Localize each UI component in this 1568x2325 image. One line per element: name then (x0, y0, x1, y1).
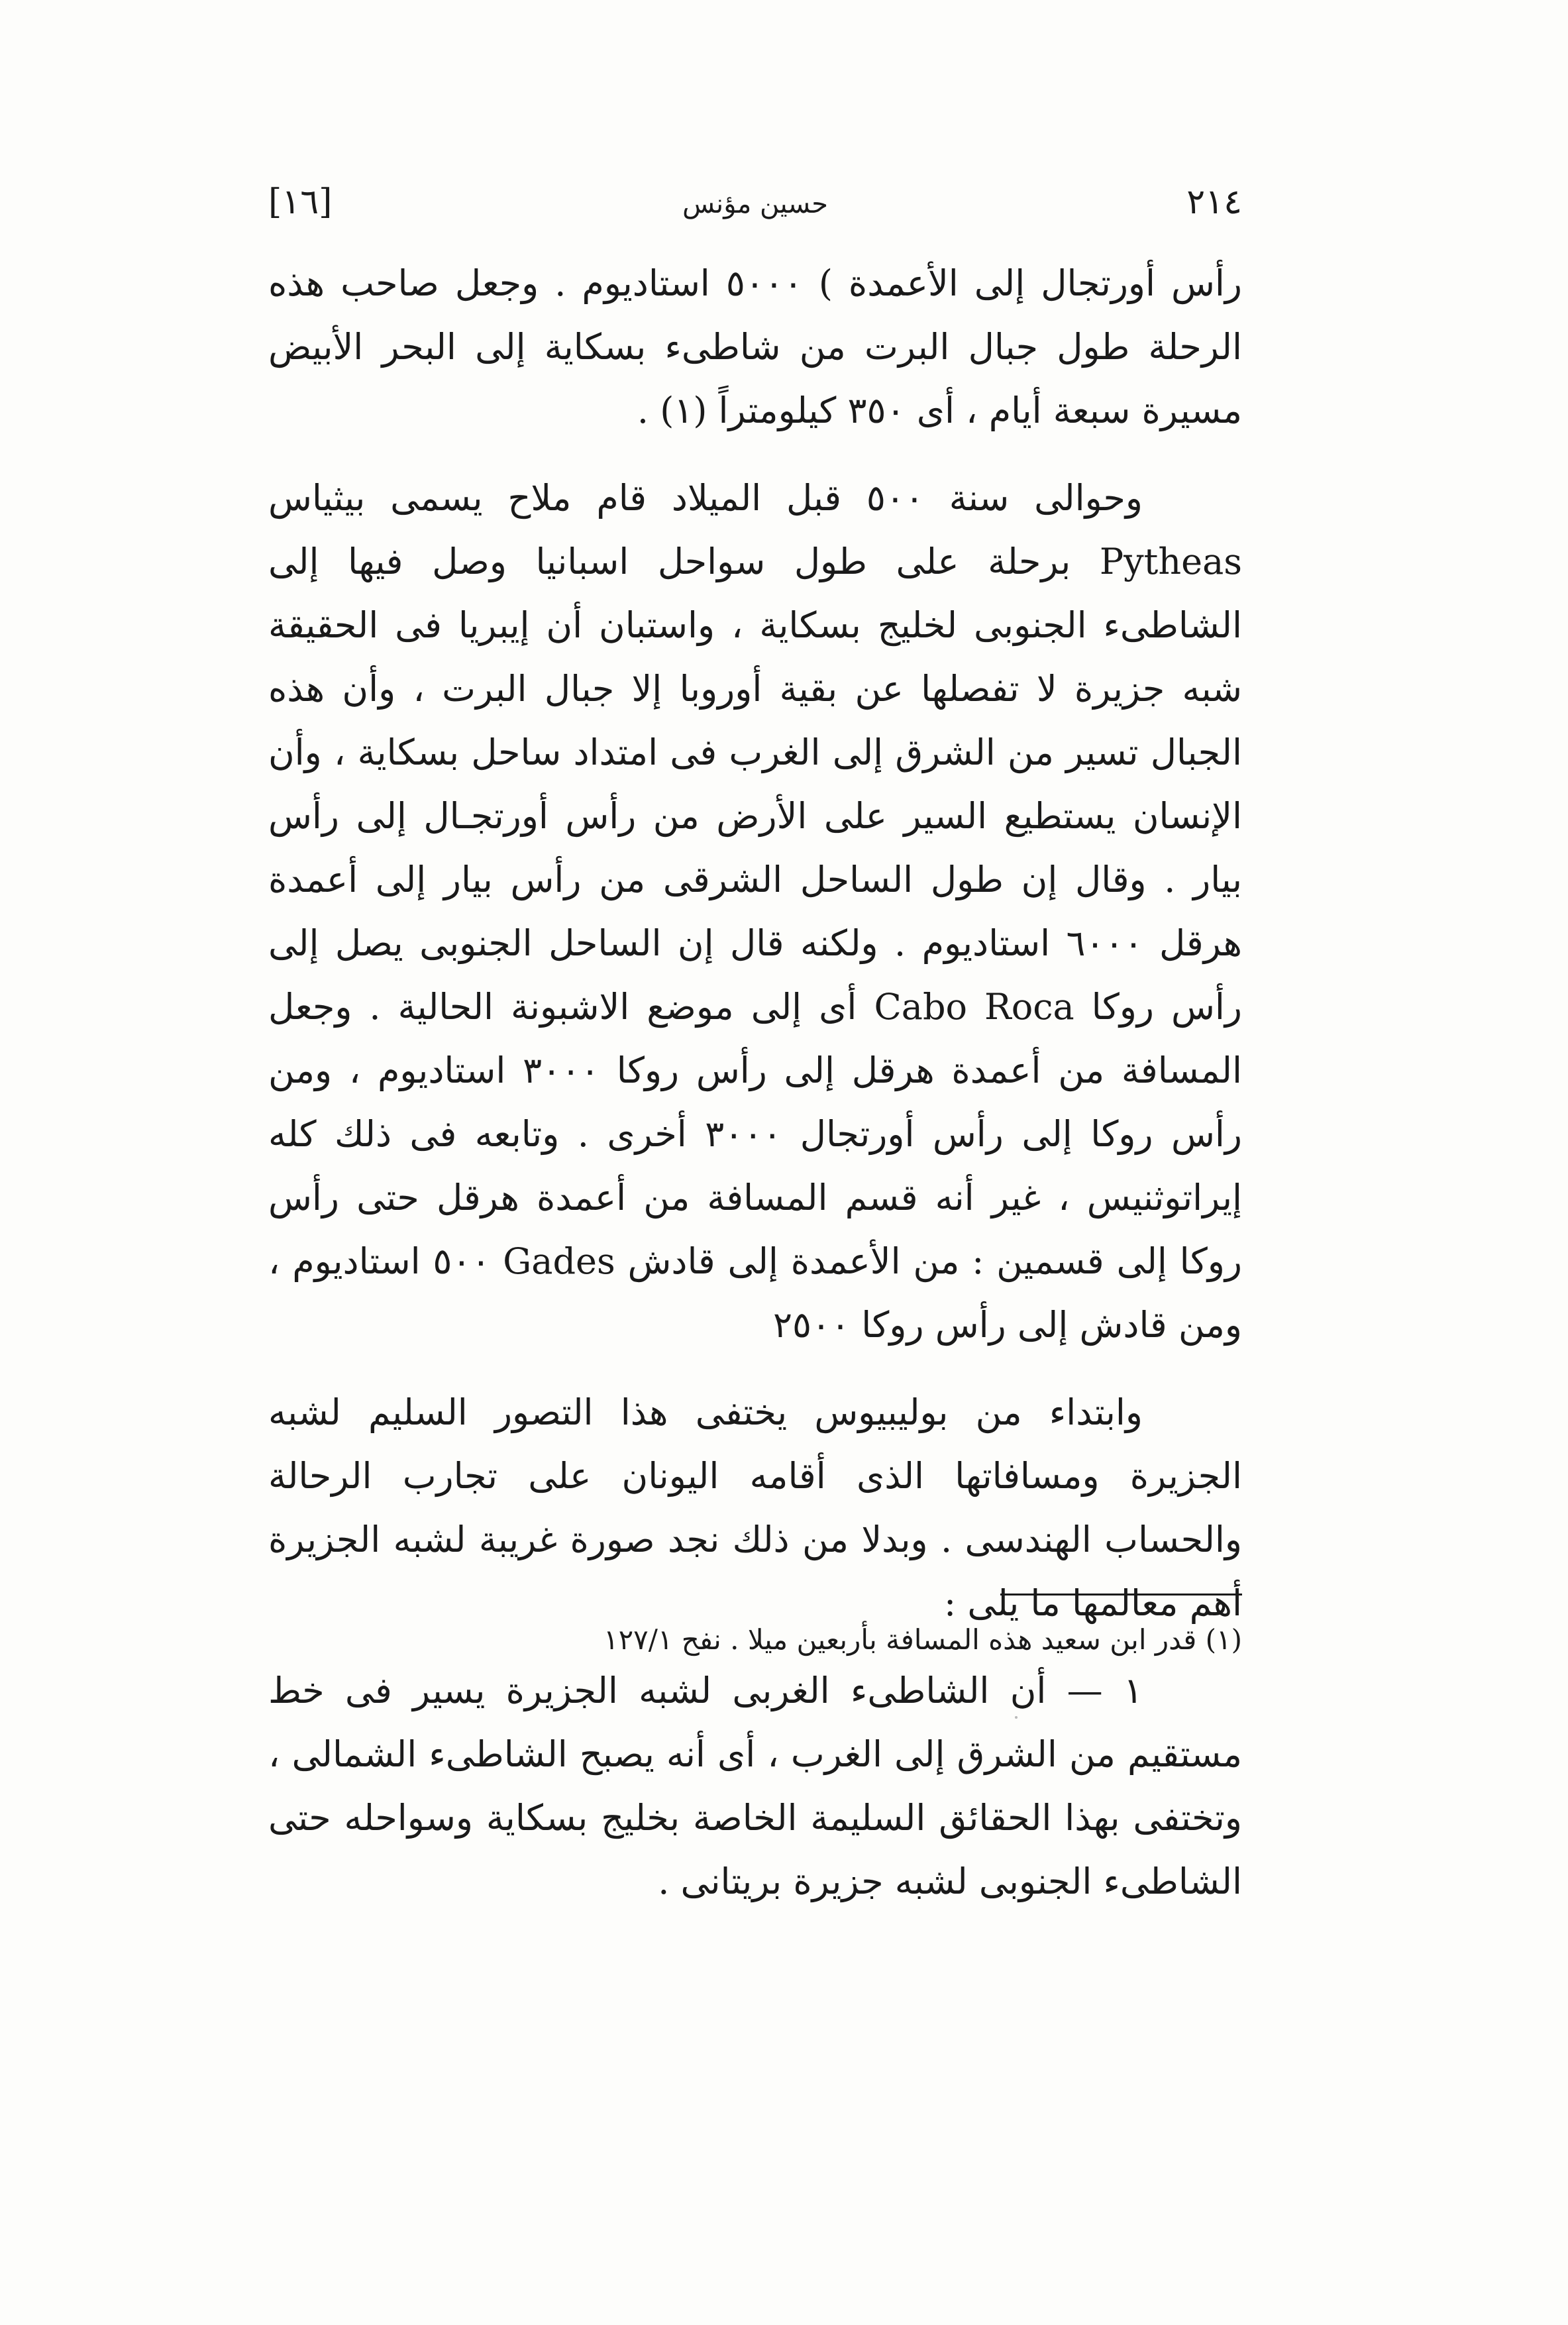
paragraph-1: رأس أورتجال إلى الأعمدة ) ٥٠٠٠ استاديوم . وجعل صاحب هذه الرحلة طول جبال البرت من شاطىء بسكاية إلى البحر الأبيض مسيرة سبعة أيام ، أى ٣٥٠ كيلومتراً (١) . (268, 262, 1243, 431)
running-head-author: حسين مؤنس (682, 189, 828, 219)
page-header (268, 179, 1242, 232)
page-number: ٢١٤ (1186, 182, 1242, 222)
scan-speck (1015, 1716, 1018, 1719)
footnote-divider (1000, 1594, 1242, 1595)
body-text (268, 252, 1242, 1914)
paragraph-2: وحوالى سنة ٥٠٠ قبل الميلاد قام ملاح يسمى بيثياس Pytheas برحلة على طول سواحل اسبانيا وصل فيها إلى الشاطىء الجنوبى لخليج بسكاية ، واستبان أن إيبريا فى الحقيقة شبه جزيرة لا تفصلها عن بقية أوروبا إلا جبال البرت ، وأن هذه الجبال تسير من الشرق إلى الغرب فى امتداد ساحل بسكاية ، وأن الإنسان يستطيع السير على الأرض من رأس أورتجـال إلى رأس بيار . وقال إن طول الساحل الشرقى من رأس بيار إلى أعمدة هرقل ٦٠٠٠ استاديوم . ولكنه قال إن الساحل الجنوبى يصل إلى رأس روكا Cabo Roca أى إلى موضع الاشبونة الحالية . وجعل المسافة من أعمدة هرقل إلى رأس روكا ٣٠٠٠ استاديوم ، ومن رأس روكا إلى رأس أورتجال ٣٠٠٠ أخرى . وتابعه فى ذلك كله إيراتوثنيس ، غير أنه قسم المسافة من أعمدة هرقل حتى رأس روكا إلى قسمين : من الأعمدة إلى قادش Gades ٥٠٠ استاديوم ، ومن قادش إلى رأس روكا ٢٥٠٠ (268, 477, 1243, 1346)
footnote: (١) قدر ابن سعيد هذه المسافة بأربعين ميلا . نفح ١٢٧/١ (603, 1623, 1242, 1656)
paragraph-4: ١ — أن الشاطىء الغربى لشبه الجزيرة يسير فى خط مستقيم من الشرق إلى الغرب ، أى أنه يصبح الشاطىء الشمالى ، وتختفى بهذا الحقائق السليمة الخاصة بخليج بسكاية وسواحله حتى الشاطىء الجنوبى لشبه جزيرة بريتانى . (268, 1670, 1242, 1902)
bracket-page-number: [١٦] (268, 182, 333, 222)
paragraph-3: وابتداء من بوليبيوس يختفى هذا التصور السليم لشبه الجزيرة ومسافاتها الذى أقامه اليونان على تجارب الرحالة والحساب الهندسى . وبدلا من ذلك نجد صورة غريبة لشبه الجزيرة أهم معالمها ما يلى : (268, 1391, 1242, 1624)
